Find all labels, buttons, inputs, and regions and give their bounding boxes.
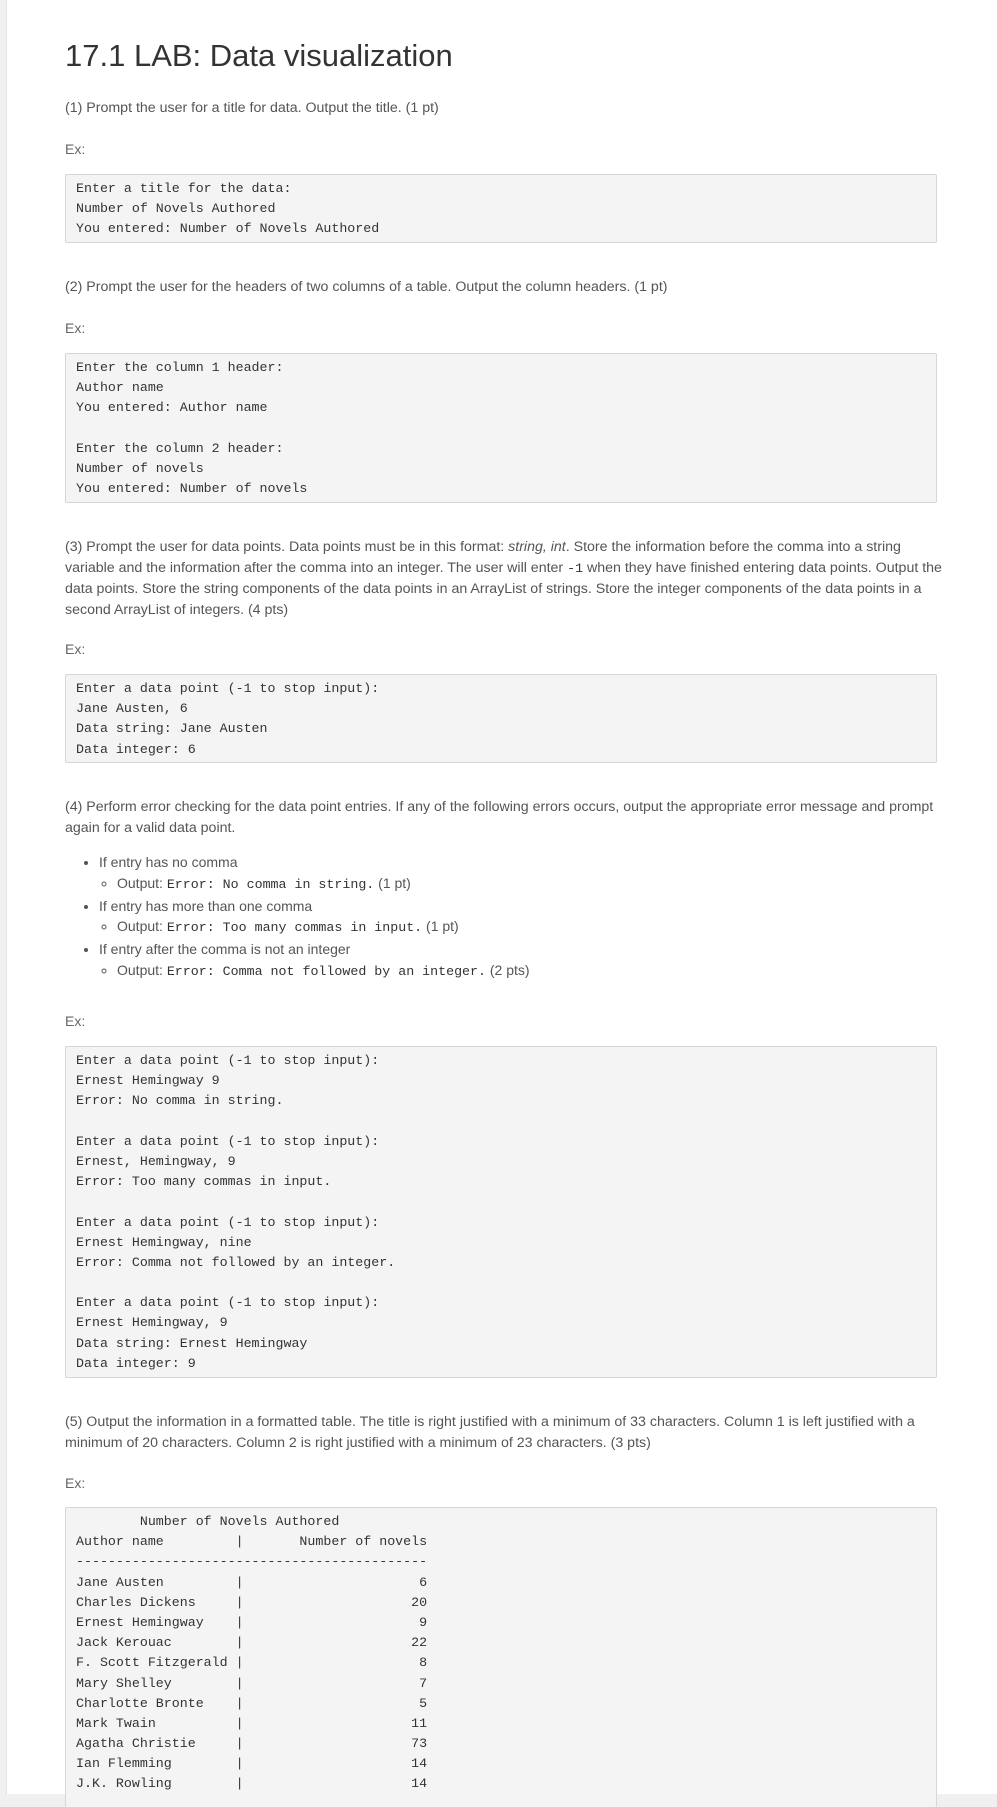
error-message: Error: Too many commas in input. [166,920,423,936]
code-line: Number of Novels Authored [76,201,276,217]
step5-ex-label: Ex: [65,1475,86,1491]
code-line: Error: Too many commas in input. [76,1174,332,1190]
step4-text: (4) Perform error checking for the data point entries. If any of the following errors occurs, output the appropriate error message and prompt again for a valid data point. [65,799,934,836]
step1-text: (1) Prompt the user for a title for data. Output the title. (1 pt) [65,100,439,116]
code-line: Author name | Number of novels [76,1534,428,1550]
list-item: • If entry has no comma ◦ Output: Error: No comma in string. (1 pt) [99,852,530,896]
list-item: ◦ Output: Error: Comma not followed by an integer. (2 pts) [117,960,530,983]
code-line: Enter the column 1 header: [76,360,284,375]
code-line: Author name [76,380,164,396]
code-line: You entered: Number of Novels Authored [76,221,380,237]
code-line: Charlotte Bronte | 5 [76,1695,428,1711]
step2-code [65,353,937,503]
code-line: Charles Dickens | 20 [76,1594,428,1610]
step3-ex-label: Ex: [65,641,86,657]
code-line: Jane Austen | 6 [76,1574,428,1590]
code-line: Ernest Hemingway, nine [76,1234,252,1250]
step3-code [65,674,937,763]
code-line: You entered: Author name [76,400,268,416]
step5-text: (5) Output the information in a formatted table. The title is right justified with a minimum of 33 characters. Column 1 is left justified with a minimum of 20 characters. Column 2 is right justified with a minimum of 23 characters. (3 pts) [65,1414,915,1451]
code-line: Data string: Jane Austen [76,721,268,737]
page-title: 17.1 LAB: Data visualization [65,38,453,73]
code-line: Enter a title for the data: [76,181,292,196]
code-line: You entered: Number of novels [76,481,308,497]
code-line: J.K. Rowling | 14 [76,1776,428,1792]
code-line: Data integer: 6 [76,741,196,757]
list-item: • If entry has more than one comma ◦ Output: Error: Too many commas in input. (1 pt) [99,896,530,940]
code-line [76,1112,926,1132]
step4-code [65,1046,937,1378]
code-line: Data integer: 9 [76,1355,196,1371]
step3-text [65,537,945,620]
code-line: Error: No comma in string. [76,1093,284,1109]
code-line: Enter a data point (-1 to stop input): [76,1053,380,1068]
error-message: Error: Comma not followed by an integer. [166,963,486,979]
code-line: Ernest Hemingway, 9 [76,1315,228,1331]
code-line: Ernest, Hemingway, 9 [76,1153,236,1169]
code-line: Error: Comma not followed by an integer. [76,1254,396,1270]
code-line [76,1273,926,1293]
code-line: Number of novels [76,460,204,476]
step3-text-pre: (3) Prompt the user for data points. Data points must be in this format: [65,539,509,555]
code-line: -------------------------------------------- [76,1554,428,1570]
code-line: F. Scott Fitzgerald | 8 [76,1655,428,1671]
code-line: Agatha Christie | 73 [76,1736,428,1752]
code-line: Mark Twain | 11 [76,1715,428,1731]
list-item: • If entry after the comma is not an integer ◦ Output: Error: Comma not followed by an integer. (2 pts) [99,939,530,983]
step4-ex-label: Ex: [65,1013,86,1029]
code-line: Ernest Hemingway | 9 [76,1614,428,1630]
code-line: Data string: Ernest Hemingway [76,1335,308,1351]
step3-format: string, int [508,539,566,555]
code-line [76,1192,926,1212]
list-item: ◦ Output: Error: Too many commas in input. (1 pt) [117,916,530,939]
step1-ex-label: Ex: [65,141,86,157]
code-line: Jack Kerouac | 22 [76,1635,428,1651]
code-line [76,419,926,439]
step2-text: (2) Prompt the user for the headers of two columns of a table. Output the column headers. (1 pt) [65,279,668,295]
code-line: Enter a data point (-1 to stop input): [76,681,380,696]
error-message: Error: No comma in string. [166,876,375,892]
code-line: Enter the column 2 header: [76,440,284,456]
code-line: Mary Shelley | 7 [76,1675,428,1691]
code-line: Enter a data point (-1 to stop input): [76,1214,380,1230]
step2-ex-label: Ex: [65,320,86,336]
code-line: Number of Novels Authored [76,1514,340,1529]
code-line: Jane Austen, 6 [76,701,188,717]
code-line: Enter a data point (-1 to stop input): [76,1295,380,1311]
step1-code [65,174,937,243]
code-line: Ernest Hemingway 9 [76,1073,220,1089]
code-line: Ian Flemming | 14 [76,1756,428,1772]
code-line: Enter a data point (-1 to stop input): [76,1133,380,1149]
step3-sentinel: -1 [567,560,584,576]
step3-text-mid: . Store the information before the comma into a string variable and the information after the comma into an integer. The user will enter [65,539,901,576]
list-item: ◦ Output: Error: No comma in string. (1 pt) [117,873,530,896]
lab-page [6,0,997,1794]
step3-text-post: when they have finished entering data points. Output the data points. Store the string components of the data points in an ArrayList of strings. Store the integer components of the data points in a second ArrayList of integers. (4 pts) [65,559,942,618]
step5-table-code [65,1507,937,1807]
